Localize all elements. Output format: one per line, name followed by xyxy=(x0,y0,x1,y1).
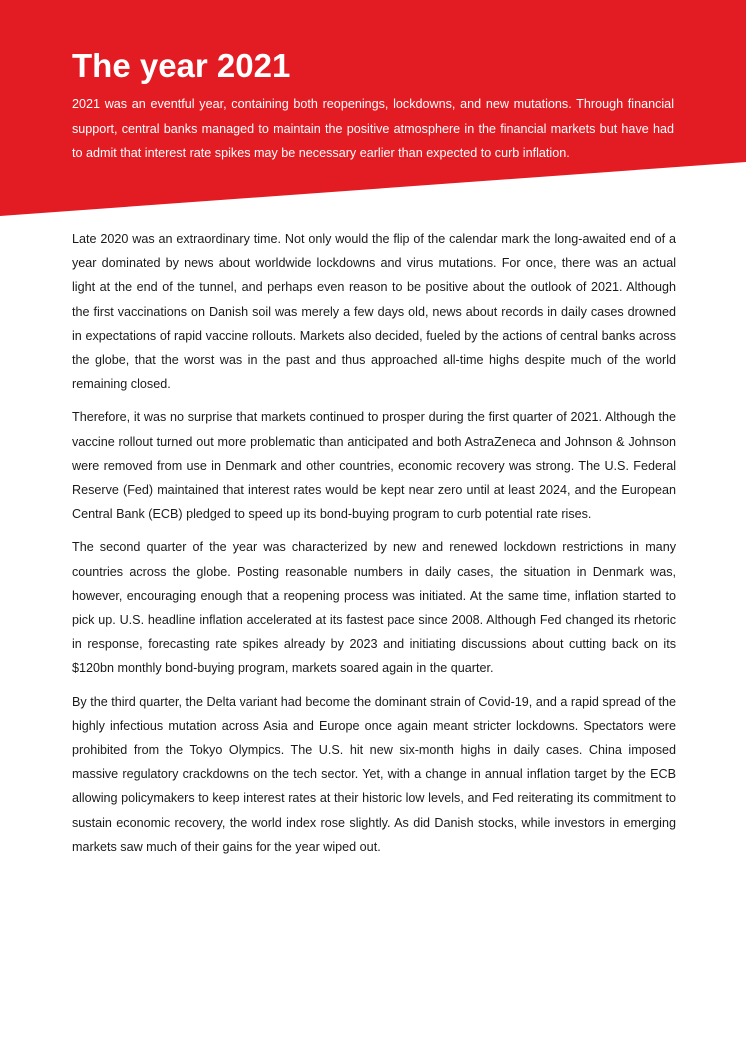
page-title: The year 2021 xyxy=(72,47,291,84)
body-paragraph: The second quarter of the year was characterized by new and renewed lockdown restrictions in many countries across the globe. Posting reasonable numbers in daily cases, the situation in Denmark was, however, encouraging enough that a reopening process was initiated. At the same time, inflation started to pick up. U.S. headline inflation accelerated at its fastest pace since 2008. Although Fed changed its rhetoric in response, forecasting rate spikes already by 2023 and initiating discussions about cutting back on its $120bn monthly bond-buying program, markets soared again in the quarter. xyxy=(72,540,676,676)
header-banner xyxy=(0,0,746,216)
body-paragraph: Late 2020 was an extraordinary time. Not only would the flip of the calendar mark the long-awaited end of a year dominated by news about worldwide lockdowns and virus mutations. For once, there was an actual light at the end of the tunnel, and perhaps even reason to be positive about the outlook of 2021. Although the first vaccinations on Danish soil was merely a few days old, news about records in daily cases drowned in expectations of rapid vaccine rollouts. Markets also decided, fueled by the actions of central banks across the globe, that the worst was in the past and thus approached all-time highs despite much of the world remaining closed. xyxy=(72,232,676,392)
body-paragraph: Therefore, it was no surprise that markets continued to prosper during the first quarter of 2021. Although the vaccine rollout turned out more problematic than anticipated and both AstraZeneca and Johnson & Johnson were removed from use in Denmark and other countries, economic recovery was strong. The U.S. Federal Reserve (Fed) maintained that interest rates would be kept near zero until at least 2024, and the European Central Bank (ECB) pledged to speed up its bond-buying program to curb potential rate rises. xyxy=(72,410,676,522)
article-body xyxy=(72,227,676,868)
body-paragraph: By the third quarter, the Delta variant had become the dominant strain of Covid-19, and a rapid spread of the highly infectious mutation across Asia and Europe once again meant stricter lockdowns. Spectators were prohibited from the Tokyo Olympics. The U.S. hit new six-month highs in daily cases. China imposed massive regulatory crackdowns on the tech sector. Yet, with a change in annual inflation target by the ECB allowing policymakers to keep interest rates at their historic low levels, and Fed reiterating its commitment to sustain economic recovery, the world index rose slightly. As did Danish stocks, while investors in emerging markets saw much of their gains for the year wiped out. xyxy=(72,694,676,854)
lead-paragraph: 2021 was an eventful year, containing both reopenings, lockdowns, and new mutations. Through financial support, central banks managed to maintain the positive atmosphere in the financial markets but have had to admit that interest rate spikes may be necessary earlier than expected to curb inflation. xyxy=(72,97,674,160)
